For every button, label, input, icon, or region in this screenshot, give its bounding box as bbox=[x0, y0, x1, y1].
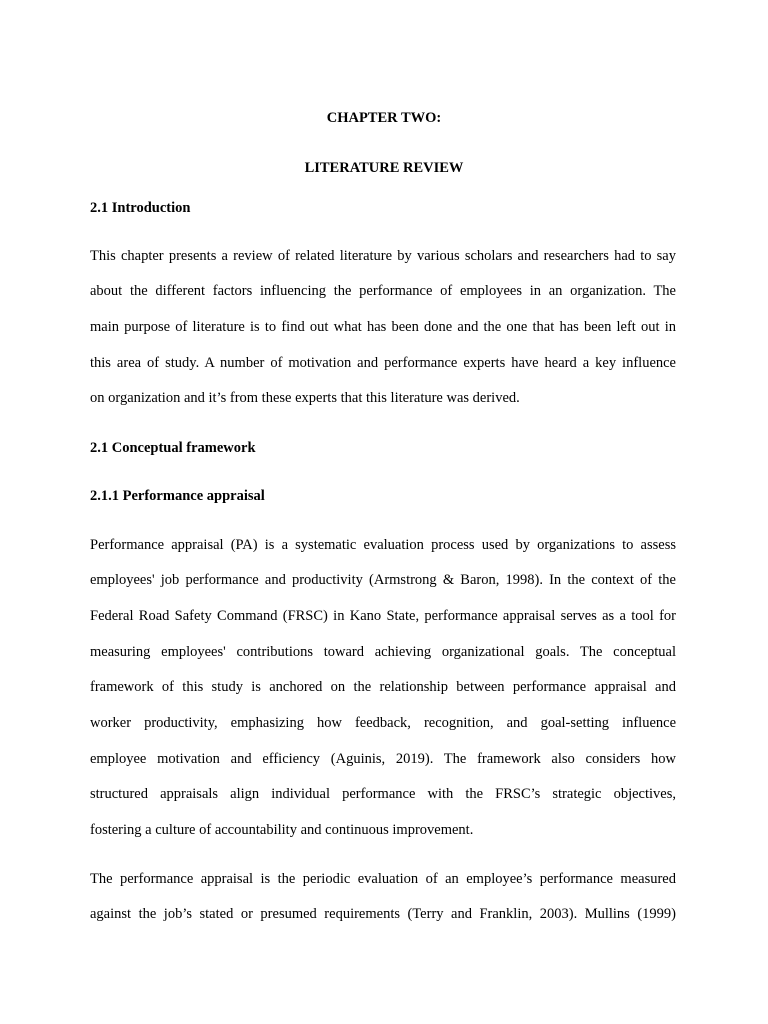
text-line: Federal Road Safety Command (FRSC) in Kano State, performance appraisal serves as a tool for bbox=[90, 607, 676, 624]
text-line: against the job’s stated or presumed requirements (Terry and Franklin, 2003). Mullins (1999) bbox=[90, 906, 676, 923]
chapter-title: CHAPTER TWO: bbox=[326, 110, 442, 126]
text-line: This chapter presents a review of related literature by various scholars and researchers had to say bbox=[90, 247, 676, 264]
text-line: on organization and it’s from these experts that this literature was derived. bbox=[90, 390, 520, 407]
text-line: employee motivation and efficiency (Aguinis, 2019). The framework also considers how bbox=[90, 750, 676, 767]
text-line: main purpose of literature is to find out what has been done and the one that has been left out in bbox=[90, 318, 676, 335]
paragraph-performance-appraisal-1 bbox=[90, 528, 676, 849]
text-line: framework of this study is anchored on the relationship between performance appraisal and bbox=[90, 679, 676, 696]
text-line: structured appraisals align individual performance with the FRSC’s strategic objectives, bbox=[90, 786, 676, 803]
text-line: this area of study. A number of motivation and performance experts have heard a key influence bbox=[90, 354, 676, 371]
paragraph-performance-appraisal-2 bbox=[90, 862, 676, 933]
text-line: measuring employees' contributions toward achieving organizational goals. The conceptual bbox=[90, 643, 676, 660]
paragraph-introduction bbox=[90, 239, 676, 418]
heading-introduction: 2.1 Introduction bbox=[90, 200, 191, 216]
section-title: LITERATURE REVIEW bbox=[304, 160, 464, 176]
text-line: Performance appraisal (PA) is a systematic evaluation process used by organizations to assess bbox=[90, 536, 676, 553]
text-line: The performance appraisal is the periodic evaluation of an employee’s performance measured bbox=[90, 870, 676, 887]
text-line: fostering a culture of accountability and continuous improvement. bbox=[90, 822, 474, 839]
heading-performance-appraisal: 2.1.1 Performance appraisal bbox=[90, 488, 265, 504]
text-line: employees' job performance and productivity (Armstrong & Baron, 1998). In the context of the bbox=[90, 572, 676, 589]
text-line: worker productivity, emphasizing how feedback, recognition, and goal-setting influence bbox=[90, 715, 676, 732]
heading-conceptual-framework: 2.1 Conceptual framework bbox=[90, 440, 256, 456]
text-line: about the different factors influencing the performance of employees in an organization. The bbox=[90, 283, 676, 300]
